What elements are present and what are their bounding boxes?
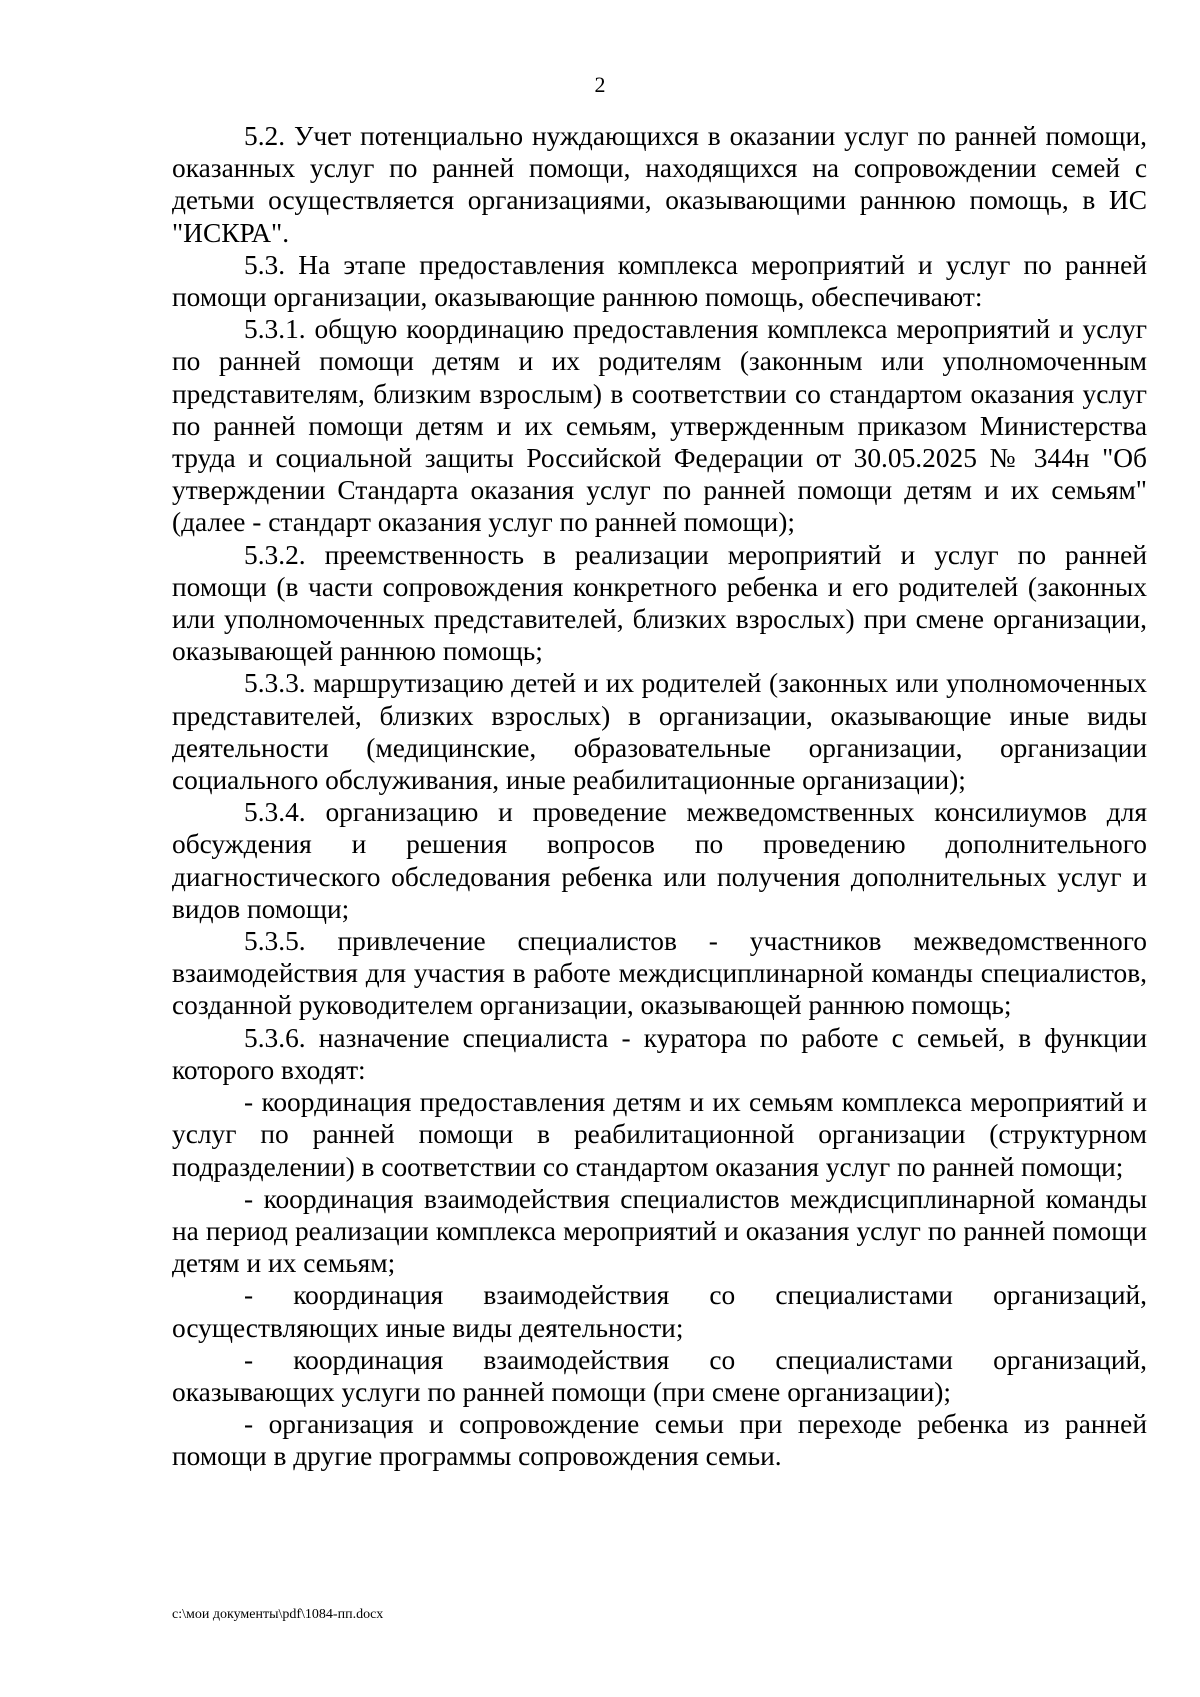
- paragraph-5-3-3: 5.3.3. маршрутизацию детей и их родителей (законных или уполномоченных представителей, близких взрослых) в организации, оказывающие иные виды деятельности (медицинские, образовательные организации, организации социального обслуживания, иные реабилитационные организации);: [172, 668, 1147, 796]
- list-item-coordination-early-help-orgs: - координация взаимодействия со специалистами организаций, оказывающих услуги по ранней помощи (при смене организации);: [172, 1344, 1147, 1407]
- list-item-coordination-provision: - координация предоставления детям и их семьям комплекса мероприятий и услуг по ранней помощи в реабилитационной организации (структурном подразделении) в соответствии со стандартом оказания услуг по ранней помощи;: [172, 1087, 1147, 1182]
- paragraph-5-3-6: 5.3.6. назначение специалиста - куратора по работе с семьей, в функции которого входят:: [172, 1022, 1147, 1085]
- footer-file-path: c:\мои документы\pdf\1084-пп.docx: [172, 1607, 384, 1622]
- list-item-coordination-team: - координация взаимодействия специалистов междисциплинарной команды на период реализации комплекса мероприятий и оказания услуг по ранней помощи детям и их семьям;: [172, 1183, 1147, 1279]
- paragraph-5-3: 5.3. На этапе предоставления комплекса мероприятий и услуг по ранней помощи организации, оказывающие раннюю помощь, обеспечивают:: [172, 249, 1147, 313]
- list-item-coordination-other-orgs: - координация взаимодействия со специалистами организаций, осуществляющих иные виды деятельности;: [172, 1280, 1147, 1343]
- paragraph-5-3-2: 5.3.2. преемственность в реализации мероприятий и услуг по ранней помощи (в части сопровождения конкретного ребенка и его родителей (законных или уполномоченных представителей, близких взрослых) при смене организации, оказывающей раннюю помощь;: [172, 539, 1147, 667]
- document-body: [172, 120, 1147, 1473]
- page-number: 2: [594, 72, 606, 97]
- paragraph-5-3-1: 5.3.1. общую координацию предоставления комплекса мероприятий и услуг по ранней помощи детям и их родителям (законным или уполномоченным представителям, близким взрослым) в соответствии со стандартом оказания услуг по ранней помощи детям и их семьям, утвержденным приказом Министерства труда и социальной защиты Российской Федерации от 30.05.2025 № 344н "Об утверждении Стандарта оказания услуг по ранней помощи детям и их семьям" (далее - стандарт оказания услуг по ранней помощи);: [172, 314, 1147, 538]
- paragraph-5-2: 5.2. Учет потенциально нуждающихся в оказании услуг по ранней помощи, оказанных услуг по ранней помощи, находящихся на сопровождении семей с детьми осуществляется организациями, оказывающими раннюю помощь, в ИС "ИСКРА".: [172, 121, 1147, 248]
- paragraph-5-3-4: 5.3.4. организацию и проведение межведомственных консилиумов для обсуждения и решения вопросов по проведению дополнительного диагностического обследования ребенка или получения дополнительных услуг и видов помощи;: [172, 797, 1147, 924]
- paragraph-5-3-5: 5.3.5. привлечение специалистов - участников межведомственного взаимодействия для участия в работе междисциплинарной команды специалистов, созданной руководителем организации, оказывающей раннюю помощь;: [172, 926, 1147, 1021]
- list-item-family-transition: - организация и сопровождение семьи при переходе ребенка из ранней помощи в другие программы сопровождения семьи.: [172, 1409, 1147, 1472]
